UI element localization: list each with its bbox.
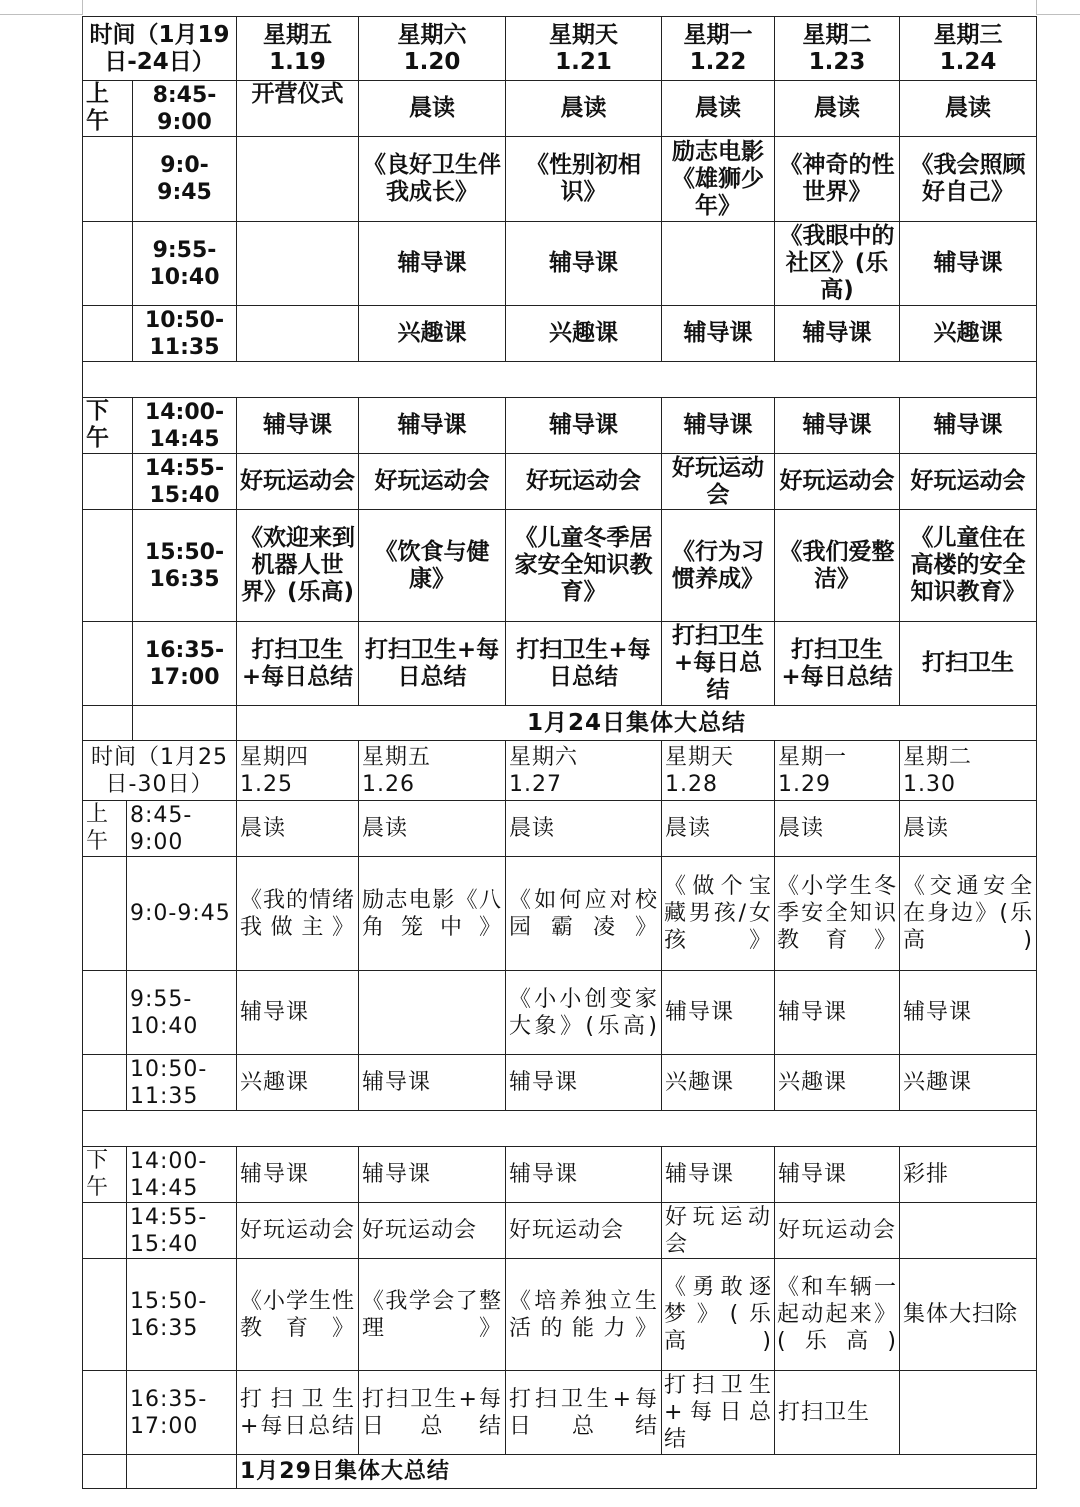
time-slot: 16:35-17:00 bbox=[133, 622, 237, 706]
schedule-cell: 好玩运动会 bbox=[506, 454, 662, 510]
spacer-row bbox=[83, 362, 1037, 398]
schedule-cell: 好玩运动会 bbox=[506, 1203, 662, 1259]
blank-cell bbox=[83, 1259, 127, 1371]
header-row bbox=[83, 17, 1037, 81]
page-edge-lines bbox=[0, 0, 1080, 16]
schedule-cell: 好玩运动会 bbox=[359, 1203, 506, 1259]
schedule-cell: 《儿童住在高楼的安全知识教育》 bbox=[900, 510, 1037, 622]
schedule-cell: 好玩运动会 bbox=[359, 454, 506, 510]
schedule-cell: 辅导课 bbox=[900, 398, 1037, 454]
schedule-cell: 《我会照顾好自己》 bbox=[900, 137, 1037, 222]
blank-cell bbox=[83, 222, 133, 306]
schedule-cell: 打扫卫生+每日总结 bbox=[359, 1371, 506, 1455]
schedule-cell: 辅导课 bbox=[506, 1055, 662, 1111]
schedule-cell: 《良好卫生伴我成长》 bbox=[359, 137, 506, 222]
schedule-cell: 晨读 bbox=[662, 81, 775, 137]
blank-cell bbox=[83, 622, 133, 706]
schedule-table-week1 bbox=[82, 16, 1037, 741]
day-header: 星期二 1.30 bbox=[900, 741, 1037, 801]
schedule-cell: 兴趣课 bbox=[900, 1055, 1037, 1111]
day-header: 星期五 1.19 bbox=[237, 17, 359, 81]
blank-cell bbox=[83, 362, 1037, 398]
schedule-cell: 辅导课 bbox=[359, 1147, 506, 1203]
schedule-row bbox=[83, 137, 1037, 222]
schedule-cell: 打扫卫生 bbox=[775, 1371, 900, 1455]
schedule-cell: 《我学会了整理》 bbox=[359, 1259, 506, 1371]
schedule-cell: 辅导课 bbox=[775, 1147, 900, 1203]
day-header: 星期二 1.23 bbox=[775, 17, 900, 81]
schedule-cell: 打扫卫生+每日总结 bbox=[359, 622, 506, 706]
schedule-row bbox=[83, 1259, 1037, 1371]
summary-row bbox=[83, 1455, 1037, 1489]
schedule-row bbox=[83, 1147, 1037, 1203]
schedule-cell: 《小小创变家大象》(乐高) bbox=[506, 971, 662, 1055]
schedule-cell: 辅导课 bbox=[775, 971, 900, 1055]
schedule-cell: 晨读 bbox=[662, 801, 775, 857]
schedule-row bbox=[83, 857, 1037, 971]
schedule-cell: 兴趣课 bbox=[506, 306, 662, 362]
schedule-row bbox=[83, 398, 1037, 454]
schedule-row bbox=[83, 971, 1037, 1055]
schedule-cell bbox=[662, 222, 775, 306]
schedule-cell: 《如何应对校园霸凌》 bbox=[506, 857, 662, 971]
day-header: 星期六 1.27 bbox=[506, 741, 662, 801]
schedule-cell: 兴趣课 bbox=[900, 306, 1037, 362]
schedule-cell: 好玩运动会 bbox=[237, 454, 359, 510]
blank-cell bbox=[83, 510, 133, 622]
header-row bbox=[83, 741, 1037, 801]
time-range-header: 时间（1月25日-30日） bbox=[83, 741, 237, 801]
schedule-cell bbox=[237, 222, 359, 306]
schedule-cell: 晨读 bbox=[506, 81, 662, 137]
schedule-row bbox=[83, 306, 1037, 362]
schedule-cell: 辅导课 bbox=[237, 971, 359, 1055]
day-header: 星期天 1.21 bbox=[506, 17, 662, 81]
schedule-cell: 打扫卫生+每日总结 bbox=[662, 622, 775, 706]
schedule-cell: 《我们爱整洁》 bbox=[775, 510, 900, 622]
schedule-cell: 晨读 bbox=[900, 81, 1037, 137]
schedule-cell: 打扫卫生+每日总结 bbox=[237, 1371, 359, 1455]
time-slot: 8:45-9:00 bbox=[127, 801, 237, 857]
time-slot: 16:35-17:00 bbox=[127, 1371, 237, 1455]
schedule-cell: 好玩运动会 bbox=[662, 454, 775, 510]
blank-cell bbox=[83, 1371, 127, 1455]
spacer-row bbox=[83, 1111, 1037, 1147]
schedule-cell: 辅导课 bbox=[662, 971, 775, 1055]
blank-cell bbox=[83, 857, 127, 971]
day-header: 星期五 1.26 bbox=[359, 741, 506, 801]
day-header: 星期一 1.22 bbox=[662, 17, 775, 81]
schedule-cell: 辅导课 bbox=[775, 398, 900, 454]
day-header: 星期一 1.29 bbox=[775, 741, 900, 801]
schedule-cell: 打扫卫生+每日总结 bbox=[506, 622, 662, 706]
time-slot: 9:55-10:40 bbox=[127, 971, 237, 1055]
time-slot: 10:50-11:35 bbox=[127, 1055, 237, 1111]
schedule-cell: 《我眼中的社区》(乐高) bbox=[775, 222, 900, 306]
schedule-cell: 辅导课 bbox=[237, 1147, 359, 1203]
time-slot: 15:50-16:35 bbox=[133, 510, 237, 622]
time-slot: 15:50-16:35 bbox=[127, 1259, 237, 1371]
schedule-cell: 《行为习惯养成》 bbox=[662, 510, 775, 622]
schedule-cell: 好玩运动会 bbox=[662, 1203, 775, 1259]
schedule-row bbox=[83, 1371, 1037, 1455]
schedule-cell: 晨读 bbox=[237, 801, 359, 857]
blank-cell bbox=[127, 1455, 237, 1489]
schedule-cell: 集体大扫除 bbox=[900, 1259, 1037, 1371]
schedule-cell: 《和车辆一起动起来》(乐高) bbox=[775, 1259, 900, 1371]
schedule-cell: 《小学生性教育》 bbox=[237, 1259, 359, 1371]
schedule-row bbox=[83, 81, 1037, 137]
schedule-cell: 彩排 bbox=[900, 1147, 1037, 1203]
time-slot: 9:55-10:40 bbox=[133, 222, 237, 306]
schedule-cell: 《培养独立生活的能力》 bbox=[506, 1259, 662, 1371]
schedule-cell: 《饮食与健康》 bbox=[359, 510, 506, 622]
schedule-cell: 辅导课 bbox=[900, 222, 1037, 306]
schedule-cell: 好玩运动会 bbox=[775, 454, 900, 510]
schedule-cell: 《神奇的性世界》 bbox=[775, 137, 900, 222]
time-slot: 9:0-9:45 bbox=[127, 857, 237, 971]
schedule-cell: 辅导课 bbox=[900, 971, 1037, 1055]
schedule-cell: 励志电影《八角笼中》 bbox=[359, 857, 506, 971]
schedule-cell: 《做个宝藏男孩/女孩》 bbox=[662, 857, 775, 971]
afternoon-label: 下午 bbox=[83, 1147, 127, 1203]
schedule-row bbox=[83, 801, 1037, 857]
time-slot: 14:55-15:40 bbox=[133, 454, 237, 510]
blank-cell bbox=[83, 1455, 127, 1489]
schedule-cell: 辅导课 bbox=[775, 306, 900, 362]
schedule-cell: 打扫卫生+每日总结 bbox=[775, 622, 900, 706]
blank-cell bbox=[83, 306, 133, 362]
schedule-cell: 《勇敢逐梦》(乐高) bbox=[662, 1259, 775, 1371]
time-range-header: 时间（1月19日-24日） bbox=[83, 17, 237, 81]
schedule-cell: 晨读 bbox=[359, 81, 506, 137]
time-slot: 14:00-14:45 bbox=[127, 1147, 237, 1203]
schedule-row bbox=[83, 622, 1037, 706]
schedule-cell: 辅导课 bbox=[506, 1147, 662, 1203]
schedule-cell: 兴趣课 bbox=[662, 1055, 775, 1111]
schedule-row bbox=[83, 1055, 1037, 1111]
time-slot: 14:00-14:45 bbox=[133, 398, 237, 454]
morning-label: 上午 bbox=[83, 81, 133, 137]
blank-cell bbox=[83, 454, 133, 510]
schedule-cell: 辅导课 bbox=[662, 306, 775, 362]
schedule-cell: 《交通安全在身边》(乐高) bbox=[900, 857, 1037, 971]
time-slot: 9:0-9:45 bbox=[133, 137, 237, 222]
blank-cell bbox=[83, 1055, 127, 1111]
schedule-cell: 辅导课 bbox=[359, 1055, 506, 1111]
summary-text: 1月29日集体大总结 bbox=[237, 1455, 1037, 1489]
day-header: 星期天 1.28 bbox=[662, 741, 775, 801]
schedule-cell: 好玩运动会 bbox=[775, 1203, 900, 1259]
day-header: 星期四 1.25 bbox=[237, 741, 359, 801]
schedule-row bbox=[83, 510, 1037, 622]
schedule-cell bbox=[237, 306, 359, 362]
schedule-cell: 《儿童冬季居家安全知识教育》 bbox=[506, 510, 662, 622]
schedule-row bbox=[83, 222, 1037, 306]
blank-cell bbox=[83, 137, 133, 222]
summary-row bbox=[83, 706, 1037, 741]
schedule-cell bbox=[359, 971, 506, 1055]
summary-text: 1月24日集体大总结 bbox=[237, 706, 1037, 741]
schedule-cell: 兴趣课 bbox=[775, 1055, 900, 1111]
schedule-cell: 晨读 bbox=[359, 801, 506, 857]
schedule-cell: 好玩运动会 bbox=[237, 1203, 359, 1259]
schedule-cell: 打扫卫生+每日总结 bbox=[506, 1371, 662, 1455]
schedule-cell: 晨读 bbox=[775, 801, 900, 857]
blank-cell bbox=[133, 706, 237, 741]
schedule-cell: 辅导课 bbox=[662, 1147, 775, 1203]
time-slot: 8:45-9:00 bbox=[133, 81, 237, 137]
time-slot: 14:55-15:40 bbox=[127, 1203, 237, 1259]
morning-label: 上午 bbox=[83, 801, 127, 857]
schedule-cell: 《我的情绪我做主》 bbox=[237, 857, 359, 971]
schedule-cell: 《性别初相识》 bbox=[506, 137, 662, 222]
schedule-cell: 辅导课 bbox=[237, 398, 359, 454]
blank-cell bbox=[83, 1203, 127, 1259]
schedule-cell: 励志电影《雄狮少年》 bbox=[662, 137, 775, 222]
schedule-cell: 辅导课 bbox=[359, 222, 506, 306]
schedule-cell: 辅导课 bbox=[506, 398, 662, 454]
schedule-cell: 晨读 bbox=[506, 801, 662, 857]
schedule-cell: 《小学生冬季安全知识教育》 bbox=[775, 857, 900, 971]
blank-cell bbox=[83, 971, 127, 1055]
day-header: 星期六 1.20 bbox=[359, 17, 506, 81]
afternoon-label: 下午 bbox=[83, 398, 133, 454]
schedule-cell bbox=[900, 1371, 1037, 1455]
schedule-cell: 晨读 bbox=[775, 81, 900, 137]
schedule-cell: 打扫卫生+每日总结 bbox=[237, 622, 359, 706]
blank-cell bbox=[83, 706, 133, 741]
schedule-cell: 打扫卫生+每日总结 bbox=[662, 1371, 775, 1455]
schedule-cell: 开营仪式 bbox=[237, 81, 359, 137]
schedule-cell bbox=[237, 137, 359, 222]
schedule-cell: 辅导课 bbox=[359, 398, 506, 454]
day-header: 星期三 1.24 bbox=[900, 17, 1037, 81]
blank-cell bbox=[83, 1111, 1037, 1147]
schedule-cell: 兴趣课 bbox=[359, 306, 506, 362]
schedule-row bbox=[83, 1203, 1037, 1259]
schedule-cell: 好玩运动会 bbox=[900, 454, 1037, 510]
schedule-table-week2 bbox=[82, 740, 1037, 1489]
schedule-cell: 兴趣课 bbox=[237, 1055, 359, 1111]
schedule-cell: 打扫卫生 bbox=[900, 622, 1037, 706]
schedule-cell bbox=[900, 1203, 1037, 1259]
schedule-cell: 晨读 bbox=[900, 801, 1037, 857]
schedule-row bbox=[83, 454, 1037, 510]
schedule-cell: 辅导课 bbox=[662, 398, 775, 454]
schedule-cell: 辅导课 bbox=[506, 222, 662, 306]
time-slot: 10:50-11:35 bbox=[133, 306, 237, 362]
schedule-cell: 《欢迎来到机器人世界》(乐高) bbox=[237, 510, 359, 622]
